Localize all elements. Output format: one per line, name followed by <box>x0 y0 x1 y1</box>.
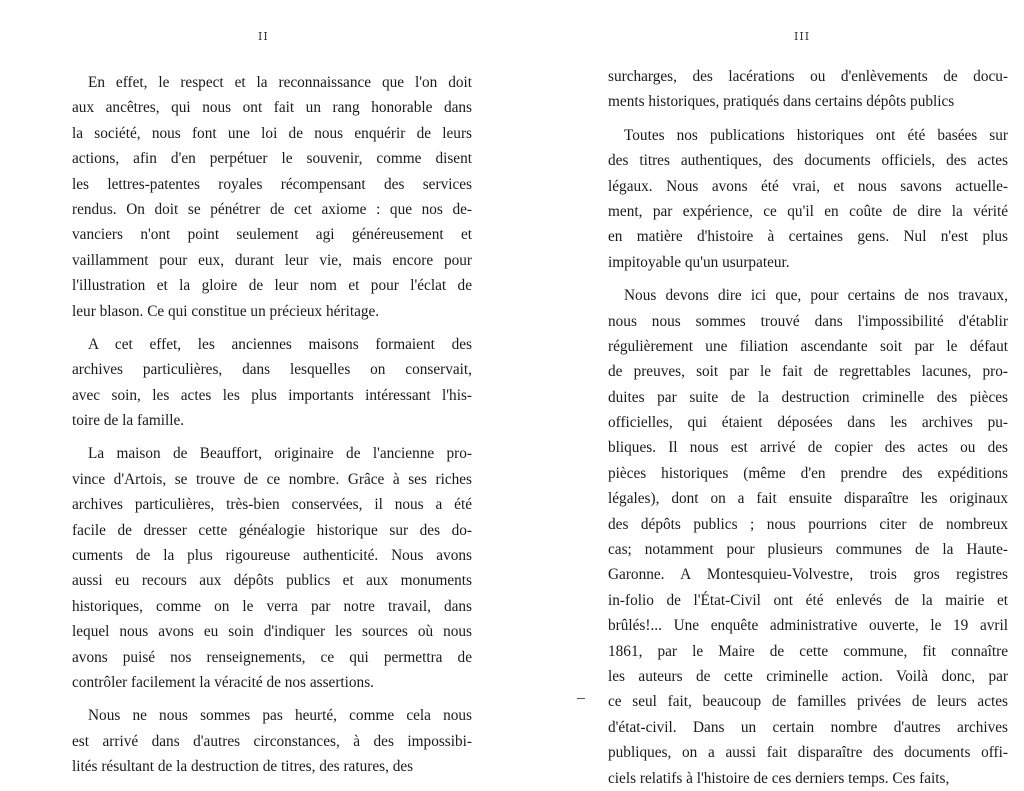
right-page <box>512 0 1024 787</box>
text-line: historiques, comme on le verra par notre travail, dans <box>72 597 472 615</box>
text-line: d'état-civil. Dans un certain nombre d'autres archives <box>608 718 1008 736</box>
text-line: ciels relatifs à l'histoire de ces derniers temps. Ces faits, <box>608 769 950 787</box>
left-text-column <box>72 70 472 780</box>
text-line: est arrivé dans d'autres circonstances, à des impossibi- <box>72 732 472 750</box>
text-line: cuments de la plus rigoureuse authenticité. Nous avons <box>72 547 472 565</box>
text-line: lités résultant de la destruction de titres, des ratures, des <box>72 758 414 776</box>
text-line: vaillamment pour eux, durant leur vie, mais encore pour <box>72 251 472 269</box>
text-line: leur blason. Ce qui constitue un précieux héritage. <box>72 302 380 320</box>
left-page <box>0 0 512 776</box>
text-line: rendus. On doit se pénétrer de cet axiome : que nos de- <box>72 200 472 218</box>
text-line: cas; notamment pour plusieurs communes de la Haute- <box>608 541 1008 559</box>
text-line: légales), dont on a fait ensuite disparaître les originaux <box>608 490 1008 508</box>
text-line: aussi eu recours aux dépôts publics et aux monuments <box>72 572 472 590</box>
text-line: toire de la famille. <box>72 412 185 430</box>
paragraph-gap <box>72 695 472 703</box>
text-line: les lettres-patentes royales récompensant des services <box>72 175 472 193</box>
text-line: avec soin, les actes les plus importants intéressant l'his- <box>72 386 472 404</box>
text-line: officielles, qui étaient déposées dans les archives pu- <box>608 414 1008 432</box>
text-line: 1861, par le Maire de cette commune, fit connaître <box>608 642 1008 660</box>
text-line: lequel nous avons eu soin d'indiquer les sources où nous <box>72 623 472 641</box>
text-line: vince d'Artois, se trouve de ce nombre. Grâce à ses riches <box>72 470 472 488</box>
text-line: duites par suite de la destruction criminelle des pièces <box>608 388 1008 406</box>
text-line: aux ancêtres, qui nous ont fait un rang honorable dans <box>72 99 472 117</box>
right-page-number: III <box>794 30 811 43</box>
text-line: Nous ne nous sommes pas heurté, comme cela nous <box>88 707 472 725</box>
text-line: in-folio de l'État-Civil ont été enlevés de la mairie et <box>608 591 1008 609</box>
text-line: l'illustration et la gloire de leur nom et pour l'éclat de <box>72 277 472 295</box>
text-line: A cet effet, les anciennes maisons formaient des <box>88 335 472 353</box>
text-line: avons puisé nos renseignements, ce qui permettra de <box>72 648 472 666</box>
text-line: brûlés!... Une enquête administrative ouverte, le 19 avril <box>608 617 1008 635</box>
text-line: légaux. Nous avons été vrai, et nous savons actuelle- <box>608 177 1008 195</box>
paragraph-gap <box>608 115 1008 123</box>
text-line: La maison de Beauffort, originaire de l'ancienne pro- <box>88 445 472 463</box>
text-line: ce seul fait, beaucoup de familles privées de leurs actes <box>608 693 1008 711</box>
text-line: régulièrement une filiation ascendante soit par le défaut <box>608 337 1008 355</box>
text-line: Garonne. A Montesquieu-Volvestre, trois gros registres <box>608 566 1008 584</box>
text-line: en matière d'histoire à certaines gens. Nul n'est plus <box>608 228 1008 246</box>
text-line: ments historiques, pratiqués dans certains dépôts publics <box>608 93 955 111</box>
text-line: actions, afin d'en perpétuer le souvenir, comme disent <box>72 150 472 168</box>
text-line: contrôler facilement la véracité de nos assertions. <box>72 673 374 691</box>
left-page-number: II <box>258 30 269 43</box>
paragraph-gap <box>72 433 472 441</box>
right-text-column <box>608 64 1008 791</box>
text-line: de preuves, soit par le fait de regrettables lacunes, pro- <box>608 363 1008 381</box>
text-line: Toutes nos publications historiques ont été basées sur <box>624 126 1008 144</box>
text-line: archives particulières, très-bien conservées, il nous a été <box>72 496 472 514</box>
text-line: impitoyable qu'un usurpateur. <box>608 253 790 271</box>
text-line: archives particulières, dans lesquelles on conservait, <box>72 361 472 379</box>
text-line: des titres authentiques, des documents officiels, des actes <box>608 152 1008 170</box>
text-line: les auteurs de cette criminelle action. Voilà donc, par <box>608 667 1008 685</box>
text-line: la société, nous font une loi de nous enquérir de leurs <box>72 124 472 142</box>
margin-mark <box>577 698 585 699</box>
paragraph-gap <box>608 275 1008 283</box>
text-line: ment, par expérience, ce qu'il en coûte de dire la vérité <box>608 202 1008 220</box>
text-line: Nous devons dire ici que, pour certains de nos travaux, <box>624 287 1008 305</box>
text-line: nous nous sommes trouvé dans l'impossibilité d'établir <box>608 312 1008 330</box>
text-line: En effet, le respect et la reconnaissance que l'on doit <box>88 74 472 91</box>
text-line: des dépôts publics ; nous pourrions citer de nombreux <box>608 515 1008 533</box>
text-line: facile de dresser cette généalogie historique sur des do- <box>72 521 472 539</box>
text-line: vanciers n'ont point seulement agi généreusement et <box>72 226 472 244</box>
text-line: bliques. Il nous est arrivé de copier des actes ou des <box>608 439 1008 457</box>
text-line: surcharges, des lacérations ou d'enlèvements de docu- <box>608 68 1008 85</box>
paragraph-gap <box>72 324 472 332</box>
text-line: publiques, on a aussi fait disparaître des documents offi- <box>608 744 1008 762</box>
text-line: pièces historiques (même d'en prendre des expéditions <box>608 464 1008 482</box>
